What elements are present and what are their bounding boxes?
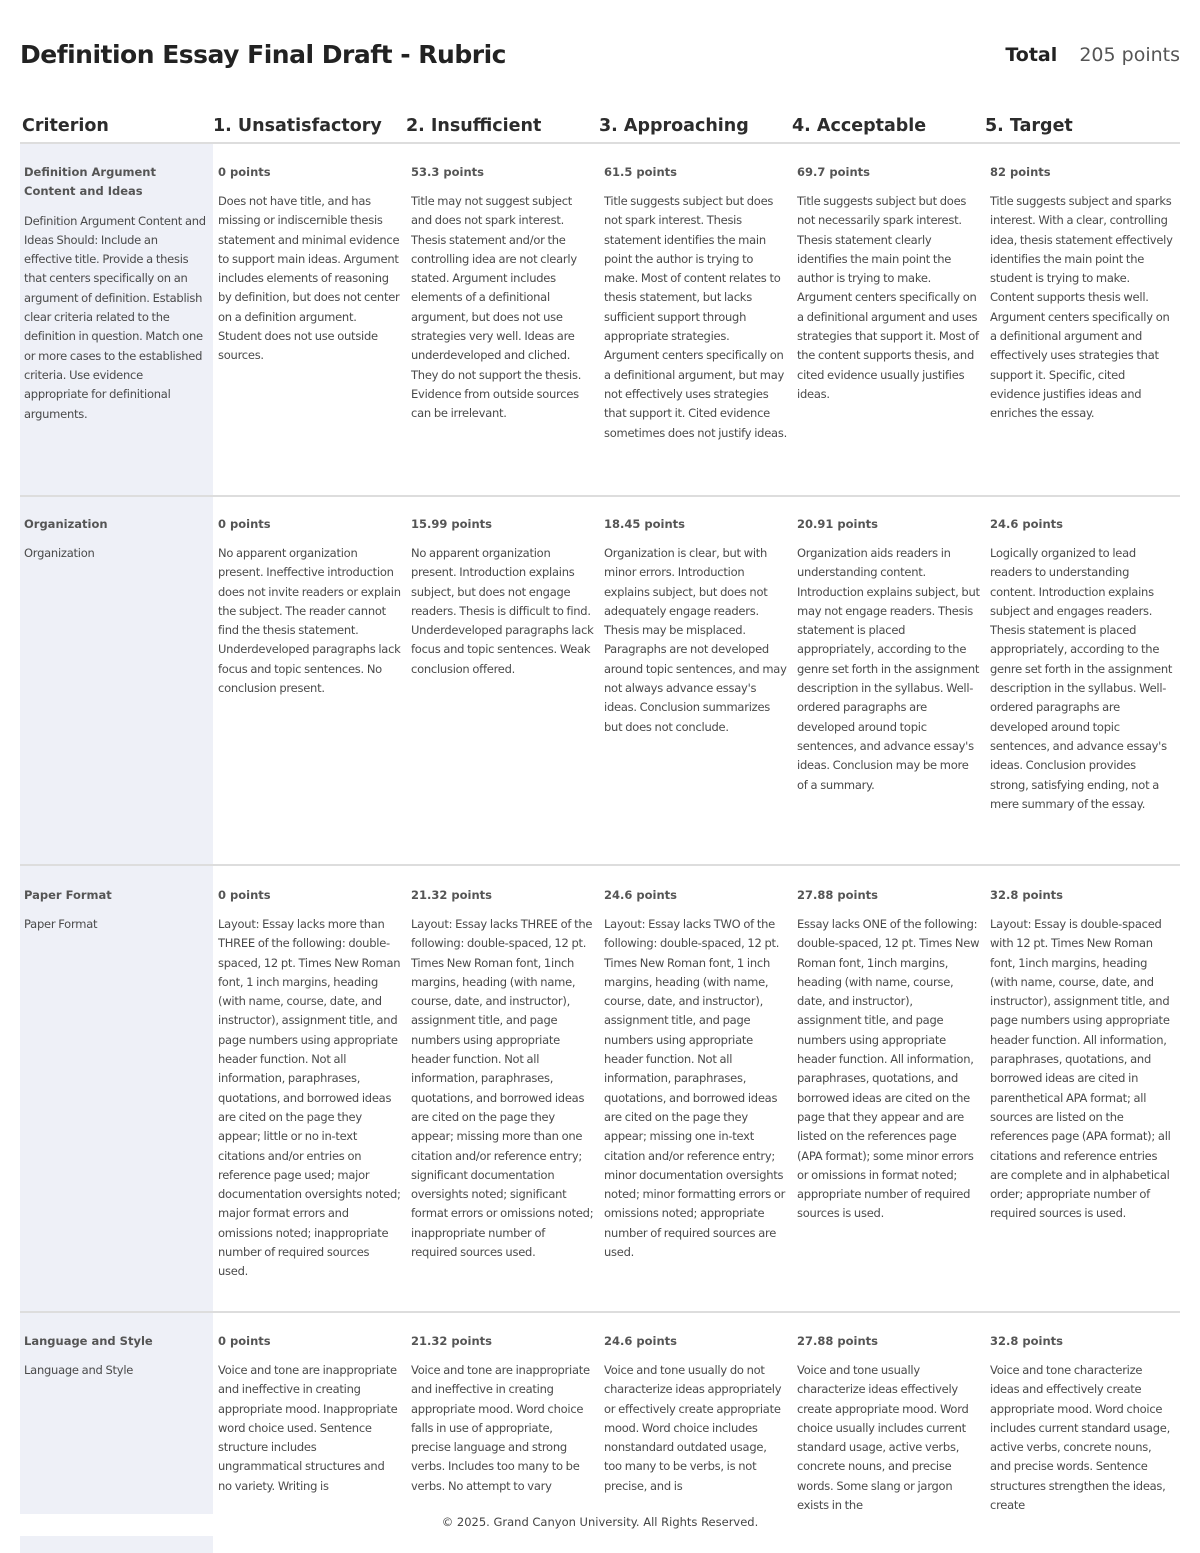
column-header-unsatisfactory: 1. Unsatisfactory (213, 116, 382, 136)
row-divider (20, 864, 1180, 866)
rating-cell (411, 1332, 594, 1515)
rating-cell (411, 163, 594, 493)
rating-cell (797, 163, 980, 493)
rating-cell (797, 1332, 980, 1515)
column-header-criterion: Criterion (22, 116, 109, 136)
rating-description: Title may not suggest subject and does not spark interest. Thesis statement and/or the controlling idea are not clearly stated. Argument includes elements of a definitional argument, but does not use strategies very well. Ideas are underdeveloped and cliched. They do not support the thesis. Evidence from outside sources can be irrelevant. (411, 194, 582, 421)
rating-cell (604, 886, 787, 1308)
rating-description: No apparent organization present. Ineffective introduction does not invite readers or explain the subject. The reader cannot find the thesis statement. Underdeveloped paragraphs lack focus and topic sentences. No conclusion present. (218, 546, 401, 696)
criterion-title: Language and Style (24, 1334, 153, 1348)
rating-points: 27.88 points (797, 1334, 878, 1348)
criterion-cell-content (24, 163, 207, 493)
column-header-approaching: 3. Approaching (599, 116, 749, 136)
column-header-target: 5. Target (985, 116, 1073, 136)
rating-points: 24.6 points (604, 888, 677, 902)
rating-description: Voice and tone usually characterize ideas effectively create appropriate mood. Word choice usually includes current standard usage, active verbs, concrete nouns, and precise words. Some slang or jargon exists in the (797, 1363, 969, 1513)
rating-points: 32.8 points (990, 888, 1063, 902)
rating-points: 24.6 points (990, 517, 1063, 531)
rating-cell (411, 515, 594, 861)
rating-points: 0 points (218, 888, 271, 902)
page-title: Definition Essay Final Draft - Rubric (20, 40, 506, 69)
rating-cell (990, 886, 1173, 1308)
rating-points: 15.99 points (411, 517, 492, 531)
criterion-description: Paper Format (24, 917, 98, 932)
rating-points: 20.91 points (797, 517, 878, 531)
rating-cell (218, 1332, 401, 1515)
rating-points: 61.5 points (604, 165, 677, 179)
rating-points: 53.3 points (411, 165, 484, 179)
rating-description: Logically organized to lead readers to understanding content. Introduction explains subject and engages readers. Thesis statement is placed appropriately, according to the genre set forth in the assignment description in the syllabus. Well-ordered paragraphs are developed around topic sentences, and advance essay's ideas. Conclusion provides strong, satisfying ending, not a mere summary of the essay. (990, 546, 1173, 811)
rating-points: 0 points (218, 517, 271, 531)
column-header-insufficient: 2. Insufficient (406, 116, 542, 136)
rating-points: 21.32 points (411, 888, 492, 902)
rating-cell (218, 515, 401, 861)
rating-points: 0 points (218, 1334, 271, 1348)
column-header-acceptable: 4. Acceptable (792, 116, 927, 136)
rating-description: Does not have title, and has missing or indiscernible thesis statement and minimal evidence to support main ideas. Argument includes elements of reasoning by definition, but does not center on a definition argument. Student does not use outside sources. (218, 194, 400, 363)
criterion-cell-language-style (24, 1332, 207, 1515)
rating-description: Layout: Essay lacks TWO of the following: double-spaced, 12 pt. Times New Roman font, 1 inch margins, heading (with name, course, date, and instructor), assignment title, and page numbers using appropriate header function. Not all information, paraphrases, quotations, and borrowed ideas are cited on the page they appear; missing one in-text citation and/or reference entry; minor documentation oversights noted; minor formatting errors or omissions noted; appropriate number of required sources are used. (604, 917, 786, 1260)
criterion-background (20, 1536, 213, 1553)
rating-cell (218, 163, 401, 493)
rating-cell (990, 163, 1173, 493)
row-divider (20, 495, 1180, 497)
total-points (1005, 44, 1180, 66)
rating-points: 18.45 points (604, 517, 685, 531)
criterion-cell-paper-format (24, 886, 207, 1308)
rating-description: No apparent organization present. Introduction explains subject, but does not engage readers. Thesis is difficult to find. Underdeveloped paragraphs lack focus and topic sentences. Weak conclusion offered. (411, 546, 594, 676)
rating-description: Voice and tone usually do not characterize ideas appropriately or effectively create appropriate mood. Word choice includes nonstandard outdated usage, too many to be verbs, is not precise, and is (604, 1363, 782, 1493)
rating-cell (604, 163, 787, 493)
rating-cell (990, 515, 1173, 861)
rating-description: Layout: Essay lacks more than THREE of the following: double-spaced, 12 pt. Times New Roman font, 1 inch margins, heading (with name, course, date, and instructor), assignment title, and page numbers using appropriate header function. Not all information, paraphrases, quotations, and borrowed ideas are cited on the page they appear; little or no in-text citations and/or entries on reference page used; major documentation oversights noted; major format errors and omissions noted; inappropriate number of required sources used. (218, 917, 401, 1279)
rating-points: 0 points (218, 165, 271, 179)
criterion-title: Definition Argument Content and Ideas (24, 165, 156, 199)
rubric-header (20, 40, 1180, 80)
rating-points: 27.88 points (797, 888, 878, 902)
rating-cell (411, 886, 594, 1308)
total-label: Total (1005, 44, 1058, 66)
rating-description: Essay lacks ONE of the following: double-spaced, 12 pt. Times New Roman font, 1inch margins, heading (with name, course, date, and instructor), assignment title, and page numbers using appropriate header function. All information, paraphrases, quotations, and borrowed ideas are cited on the page that they appear and are listed on the references page (APA format); some minor errors or omissions in format noted; appropriate number of required sources is used. (797, 917, 980, 1221)
criterion-description: Language and Style (24, 1363, 134, 1378)
rating-description: Title suggests subject but does not necessarily spark interest. Thesis statement clearly identifies the main point the author is trying to make. Argument centers specifically on a definitional argument and uses strategies that support it. Most of the content supports thesis, and cited evidence usually justifies ideas. (797, 194, 979, 401)
rating-cell (604, 1332, 787, 1515)
rating-description: Organization is clear, but with minor errors. Introduction explains subject, but does not adequately engage readers. Thesis may be misplaced. Paragraphs are not developed around topic sentences, and may not always advance essay's ideas. Conclusion summarizes but does not conclude. (604, 546, 787, 734)
rating-description: Voice and tone are inappropriate and ineffective in creating appropriate mood. Inappropriate word choice used. Sentence structure includes ungrammatical structures and no variety. Writing is (218, 1363, 398, 1493)
rating-cell (604, 515, 787, 861)
rating-description: Title suggests subject but does not spark interest. Thesis statement identifies the main point the author is trying to make. Most of content relates to thesis statement, but lacks sufficient support through appropriate strategies. Argument centers specifically on a definitional argument, but may not effectively uses strategies that support it. Cited evidence sometimes does not justify ideas. (604, 194, 787, 440)
criterion-title: Paper Format (24, 888, 112, 902)
rating-description: Voice and tone are inappropriate and ineffective in creating appropriate mood. Word choice falls in use of appropriate, precise language and strong verbs. Includes too many to be verbs. No attempt to vary (411, 1363, 590, 1493)
rating-points: 32.8 points (990, 1334, 1063, 1348)
header-divider (20, 142, 1180, 144)
rating-description: Organization aids readers in understanding content. Introduction explains subject, but may not engage readers. Thesis statement is placed appropriately, according to the genre set forth in the assignment description in the syllabus. Well-ordered paragraphs are developed around topic sentences, and advance essay's ideas. Conclusion may be more of a summary. (797, 546, 980, 792)
rating-points: 69.7 points (797, 165, 870, 179)
row-divider (20, 1311, 1180, 1313)
rating-description: Voice and tone characterize ideas and effectively create appropriate mood. Word choice includes current standard usage, active verbs, concrete nouns, and precise words. Sentence structures strengthen the ideas, create (990, 1363, 1170, 1513)
criterion-cell-organization (24, 515, 207, 861)
rating-description: Layout: Essay lacks THREE of the following: double-spaced, 12 pt. Times New Roman font, 1inch margins, heading (with name, course, date, and instructor), assignment title, and page numbers using appropriate header function. Not all information, paraphrases, quotations, and borrowed ideas are cited on the page they appear; missing more than one citation and/or reference entry; significant documentation oversights noted; significant format errors or omissions noted; inappropriate number of required sources used. (411, 917, 594, 1260)
rating-points: 21.32 points (411, 1334, 492, 1348)
rating-cell (797, 515, 980, 861)
rating-description: Title suggests subject and sparks interest. With a clear, controlling idea, thesis statement effectively identifies the main point the student is trying to make. Content supports thesis well. Argument centers specifically on a definitional argument and effectively uses strategies that support it. Specific, cited evidence justifies ideas and enriches the essay. (990, 194, 1173, 421)
rating-points: 82 points (990, 165, 1051, 179)
copyright-footer: © 2025. Grand Canyon University. All Rights Reserved. (441, 1515, 759, 1529)
rating-cell (797, 886, 980, 1308)
criterion-description: Definition Argument Content and Ideas Should: Include an effective title. Provide a thesis that centers specifically on an argument of definition. Establish clear criteria related to the definition in question. Match one or more cases to the established criteria. Use evidence appropriate for definitional arguments. (24, 213, 206, 421)
rating-cell (218, 886, 401, 1308)
rating-description: Layout: Essay is double-spaced with 12 pt. Times New Roman font, 1inch margins, heading (with name, course, date, and instructor), assignment title, and page numbers using appropriate header function. All information, paraphrases, quotations, and borrowed ideas are cited in parenthetical APA format; all sources are listed on the references page (APA format); all citations and reference entries are complete and in alphabetical order; appropriate number of required sources is used. (990, 917, 1171, 1221)
rating-points: 24.6 points (604, 1334, 677, 1348)
total-value: 205 points (1079, 44, 1180, 66)
criterion-title: Organization (24, 517, 108, 531)
criterion-description: Organization (24, 546, 95, 561)
rating-cell (990, 1332, 1173, 1515)
